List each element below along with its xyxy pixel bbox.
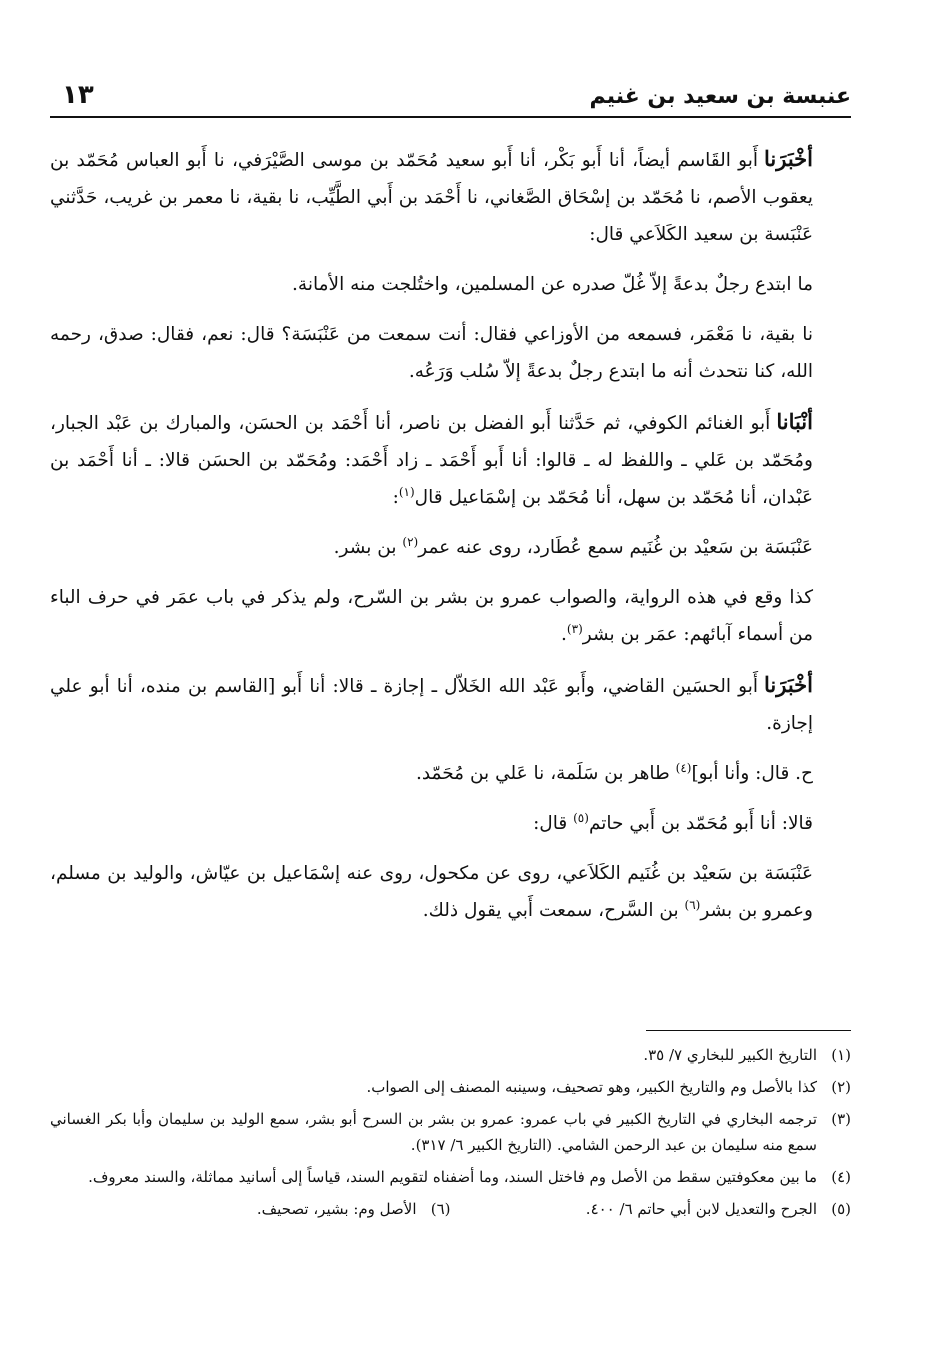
footnotes [50, 1042, 851, 1228]
paragraph: أخْبَرَناأَبو القَاسم أيضاً، أنا أَبو بَكْر، أنا أَبو سعيد مُحَمّد بن موسى الصَّيْرَفي، نا أَبو العباس مُحَمّد بن يعقوب الأصم، نا مُحَمّد بن إسْحَاق الصَّغاني، نا أَحْمَد بن أَبي الطَّيِّب، نا بقية، نا معمر بن غريب، حَدَّثني عَنْبَسة بن سعيد الكَلاَعي قال: [50, 146, 813, 245]
paragraph: أخْبَرَناأَبو الحسَين القاضي، وأَبو عَبْد الله الخَلاّل ـ إجازة ـ قالا: أنا أَبو [القاسم بن منده، أنا أبو علي إجازة. [50, 672, 813, 734]
paragraph: عَنْبَسَة بن سَعيْد بن غُنَيم سمع عُطَارد، روى عنه عمر$^{(٢)}$ بن بشر. [333, 534, 813, 558]
footnote-ref: (١) [398, 484, 415, 499]
footnote-text: الأصل وم: بشير، تصحيف. [256, 1200, 417, 1218]
lead-word: أخْبَرَنا [764, 672, 813, 697]
footnote-row [50, 1196, 851, 1228]
paragraph: عَنْبَسَة بن سَعيْد بن غُنَيم الكَلاَعي، روى عن مكحول، روى عنه إسْمَاعيل بن عيّاش، والوليد بن مسلم، وعمرو بن بشر$^{(٦)}$ بن السَّرح، سمعت أَبي يقول ذلك. [50, 863, 813, 921]
paragraph: أنْبَاناأَبو الغنائم الكوفي، ثم حَدَّثنا أَبو الفضل بن ناصر، أنا أَحْمَد بن الحسَن، والمبارك بن عَبْد الجبار، ومُحَمّد بن عَلي ـ واللفظ له ـ قالوا: أنا أَبو أَحْمَد ـ زاد أَحْمَد: ومُحَمّد بن الحسَن قالا: ـ أنا أَحْمَد بن عَبْدان، أنا مُحَمّد بن سهل، أنا مُحَمّد بن إسْمَاعيل قال$^{(١)}$: [50, 409, 813, 508]
footnote-number: (١) [831, 1046, 851, 1064]
footnote [50, 1106, 851, 1158]
footnote-number: (٢) [831, 1078, 851, 1096]
running-title: عنبسة بن سعيد بن غنيم [589, 84, 851, 109]
footnote [451, 1196, 852, 1222]
footnote-number: (٤) [831, 1168, 851, 1186]
footnote-ref: (٣) [566, 621, 583, 636]
footnote-separator [646, 1030, 851, 1031]
paragraph: نا بقية، نا مَعْمَر، فسمعه من الأوزاعي فقال: أنت سمعت من عَنْبَسَة؟ قال: نعم، فقال: صدق، رحمه الله، كنا نتحدث أنه ما ابتدع رجلٌ بدعةً إلاّ سُلب وَرَعُه. [50, 324, 813, 382]
footnote-ref: (٤) [675, 760, 692, 775]
footnote [50, 1196, 451, 1222]
footnote-number: (٦) [430, 1200, 451, 1218]
footnote-number: (٣) [831, 1110, 851, 1128]
page-header [50, 70, 851, 118]
footnote-text: التاريخ الكبير للبخاري ٧/ ٣٥. [643, 1046, 817, 1064]
footnote [50, 1074, 851, 1100]
footnote [50, 1164, 851, 1190]
lead-word: أنْبَانا [776, 409, 813, 434]
paragraph: كذا وقع في هذه الرواية، والصواب عمرو بن بشر بن السّرح، ولم يذكر في باب عمَر في حرف الباء من أسماء آبائهم: عمَر بن بشر$^{(٣)}$. [50, 587, 813, 645]
footnote-text: الجرح والتعديل لابن أبي حاتم ٦/ ٤٠٠. [585, 1200, 817, 1218]
lead-word: أخْبَرَنا [764, 146, 813, 171]
footnote-text: كذا بالأصل وم والتاريخ الكبير، وهو تصحيف، وسينبه المصنف إلى الصواب. [366, 1078, 817, 1096]
footnote-ref: (٥) [573, 810, 589, 825]
footnote-text: ما بين معكوفتين سقط من الأصل وم فاختل السند، وما أضفناه لتقويم السند، قياساً إلى أسانيد مماثلة، والسند معروف. [88, 1168, 817, 1186]
footnote-text: ترجمه البخاري في التاريخ الكبير في باب عمرو: عمرو بن بشر بن السرح أبو بشر، سمع الوليد بن سليمان وأبا بكر الغساني سمع منه سليمان بن عبد الرحمن الشامي. (التاريخ الكبير ٦/ ٣١٧). [50, 1110, 817, 1154]
footnote-ref: (٦) [684, 897, 701, 912]
footnote-ref: (٢) [402, 534, 419, 549]
page-number: ١٣ [62, 80, 94, 110]
main-text [50, 140, 851, 942]
paragraph: ح. قال: وأنا أبو]$^{(٤)}$ طاهر بن سَلَمة، نا عَلي بن مُحَمّد. [415, 760, 813, 784]
footnote-number: (٥) [831, 1200, 851, 1218]
footnote [50, 1042, 851, 1068]
paragraph: ما ابتدع رجلٌ بدعةً إلاّ غُلّ صدره عن المسلمين، واختُلجت منه الأمانة. [292, 274, 813, 295]
paragraph: قالا: أنا أَبو مُحَمّد بن أَبي حاتم$^{(٥)}$ قال: [533, 810, 813, 834]
